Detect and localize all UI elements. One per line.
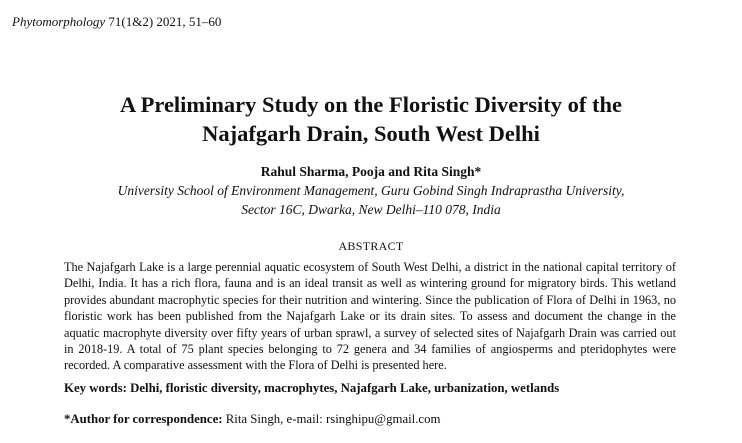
title-line-1: A Preliminary Study on the Floristic Diversity of the <box>119 92 623 117</box>
keywords: Key words: Delhi, floristic diversity, macrophytes, Najafgarh Lake, urbanization, wetlands <box>64 381 560 395</box>
journal-name: Phytomorphology <box>12 14 106 29</box>
correspondence-label: *Author for correspondence: <box>64 412 223 426</box>
abstract-heading: ABSTRACT <box>338 239 404 253</box>
author-list: Rahul Sharma, Pooja and Rita Singh* <box>260 164 482 179</box>
journal-citation <box>12 14 221 30</box>
journal-volume: 71(1&2) 2021, 51–60 <box>105 14 222 29</box>
affiliation-line-1: University School of Environment Management, Guru Gobind Singh Indraprastha University, <box>117 183 625 198</box>
paper-title <box>30 90 712 148</box>
title-line-2: Najafgarh Drain, South West Delhi <box>202 121 540 146</box>
correspondence <box>64 412 440 427</box>
affiliation-line-2: Sector 16C, Dwarka, New Delhi–110 078, India <box>241 202 501 217</box>
affiliation <box>0 181 742 219</box>
correspondence-text: Rita Singh, e-mail: rsinghipu@gmail.com <box>222 412 441 426</box>
abstract-body: The Najafgarh Lake is a large perennial aquatic ecosystem of South West Delhi, a district in the national capital territory of Delhi, India. It has a rich flora, fauna and is an ideal transit as well as wintering ground for migratory birds. This wetland provides abundant macrophytic species for their nutrition and wintering. Since the publication of Flora of Delhi in 1963, no floristic work has been published from the Najafgarh Lake or its drain sites. To assess and document the change in the aquatic macrophyte diversity over fifty years of urban sprawl, a survey of selected sites of Najafgarh Drain was carried out in 2018-19. A total of 75 plant species belonging to 72 genera and 34 families of angiosperms and pteridophytes were recorded. A comparative assessment with the Flora of Delhi is presented here. <box>64 260 676 373</box>
